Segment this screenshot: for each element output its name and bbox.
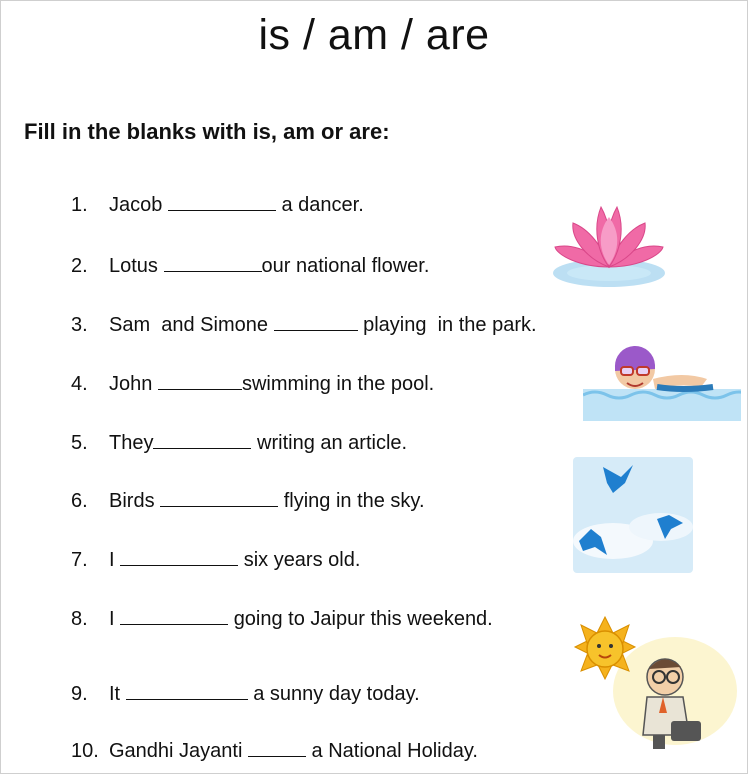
question-text-before: Jacob xyxy=(109,194,163,216)
question-number: 2. xyxy=(71,255,88,277)
question-6 xyxy=(71,485,425,513)
question-7 xyxy=(71,544,360,572)
question-2 xyxy=(71,250,429,278)
question-9 xyxy=(71,678,420,706)
answer-blank-6[interactable] xyxy=(160,485,278,507)
question-number: 6. xyxy=(71,490,88,512)
question-text-before: Sam and Simone xyxy=(109,314,268,336)
question-5 xyxy=(71,427,407,455)
question-text-after: a dancer. xyxy=(281,194,364,216)
swimmer-image xyxy=(583,343,741,421)
question-text-after: our national flower. xyxy=(261,255,430,277)
answer-blank-8[interactable] xyxy=(120,603,228,625)
answer-blank-4[interactable] xyxy=(158,368,242,390)
question-8 xyxy=(71,603,493,631)
question-3 xyxy=(71,309,537,337)
question-text-after: flying in the sky. xyxy=(283,490,425,512)
question-number: 1. xyxy=(71,194,88,216)
question-text-before: Gandhi Jayanti xyxy=(109,740,243,762)
question-number: 9. xyxy=(71,683,88,705)
question-text-before: I xyxy=(109,608,115,630)
question-text-after: going to Jaipur this weekend. xyxy=(233,608,493,630)
question-number: 5. xyxy=(71,432,88,454)
answer-blank-5[interactable] xyxy=(153,427,251,449)
answer-blank-7[interactable] xyxy=(120,544,238,566)
question-10 xyxy=(71,735,478,763)
question-1 xyxy=(71,189,364,217)
question-number: 7. xyxy=(71,549,88,571)
question-number: 8. xyxy=(71,608,88,630)
question-text-after: six years old. xyxy=(243,549,361,571)
question-text-before: They xyxy=(109,432,154,454)
answer-blank-2[interactable] xyxy=(164,250,262,272)
answer-blank-9[interactable] xyxy=(126,678,248,700)
worksheet-title: is / am / are xyxy=(258,11,490,59)
question-text-after: a National Holiday. xyxy=(311,740,478,762)
question-text-before: Birds xyxy=(109,490,155,512)
question-text-before: John xyxy=(109,373,153,395)
answer-blank-1[interactable] xyxy=(168,189,276,211)
question-text-before: It xyxy=(109,683,121,705)
question-number: 3. xyxy=(71,314,88,336)
sun-traveler-image xyxy=(567,613,743,753)
answer-blank-3[interactable] xyxy=(274,309,358,331)
question-number: 4. xyxy=(71,373,88,395)
lotus-image xyxy=(549,181,669,293)
question-text-before: I xyxy=(109,549,115,571)
question-4 xyxy=(71,368,434,396)
question-text-after: a sunny day today. xyxy=(253,683,420,705)
question-number: 10. xyxy=(71,740,99,762)
question-text-before: Lotus xyxy=(109,255,158,277)
question-text-after: writing an article. xyxy=(257,432,408,454)
answer-blank-10[interactable] xyxy=(248,735,306,757)
birds-sky-image xyxy=(573,457,693,573)
instruction-text: Fill in the blanks with is, am or are: xyxy=(24,119,390,144)
question-text-after: swimming in the pool. xyxy=(241,373,435,395)
question-text-after: playing in the park. xyxy=(363,314,537,336)
